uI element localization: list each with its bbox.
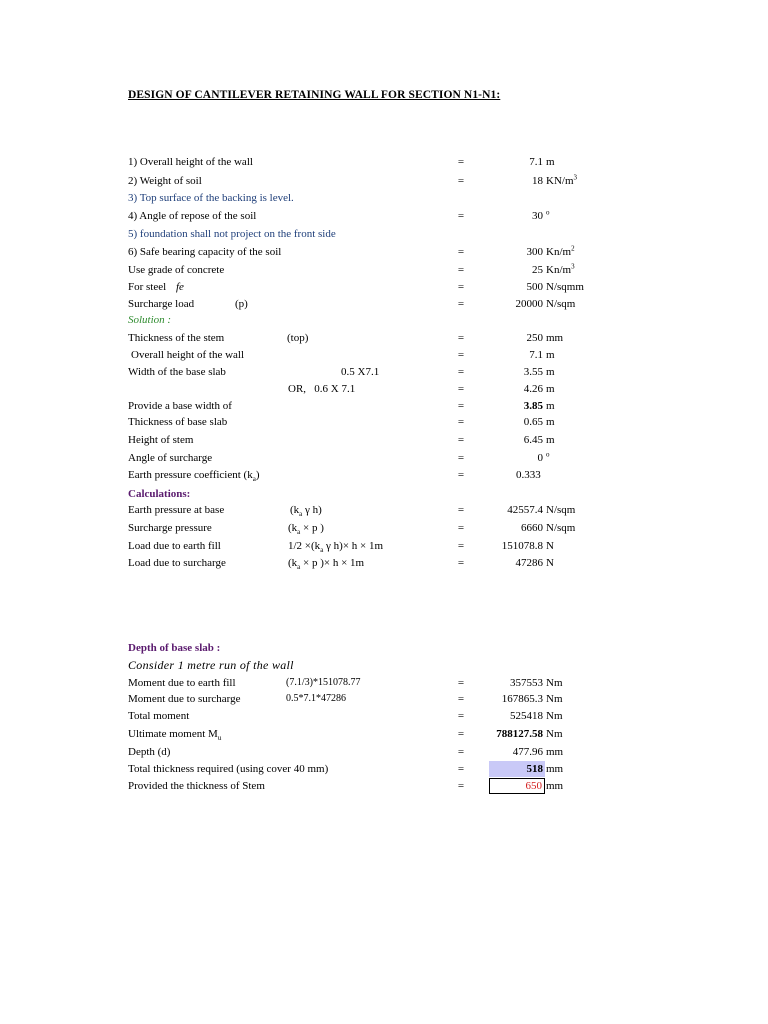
solution-row-stem-height bbox=[0, 432, 768, 448]
solution-row-base-width-a bbox=[0, 364, 768, 380]
input-row-soil-weight bbox=[0, 173, 768, 189]
row-label: 4) Angle of repose of the soil bbox=[128, 210, 257, 222]
equals-sign: = bbox=[457, 780, 465, 792]
solution-row-earth-pressure-coeff bbox=[0, 467, 768, 483]
equals-sign: = bbox=[457, 434, 465, 446]
section-heading: Calculations: bbox=[128, 488, 191, 500]
row-value: 525418 bbox=[510, 710, 543, 722]
row-label: Depth (d) bbox=[128, 746, 171, 758]
row-unit: m bbox=[546, 416, 555, 428]
row-label: 2) Weight of soil bbox=[128, 175, 202, 187]
row-label: Provide a base width of bbox=[128, 400, 232, 412]
row-label: Angle of surcharge bbox=[128, 452, 213, 464]
row-value: 4.26 bbox=[523, 383, 543, 395]
row-formula: ($k_a$ γ h) bbox=[290, 504, 322, 519]
row-unit: $Kn/m^3$ bbox=[546, 262, 575, 276]
equals-sign: = bbox=[457, 264, 465, 276]
row-value: 20000 bbox=[515, 298, 543, 310]
row-label: Earth pressure coefficient $(k_a)$ bbox=[128, 469, 260, 484]
row-formula: ($k_a \times p$ ) bbox=[288, 522, 324, 537]
equals-sign: = bbox=[457, 210, 465, 222]
equals-sign: = bbox=[457, 504, 465, 516]
section-heading: Solution : bbox=[128, 314, 172, 326]
row-unit: N bbox=[546, 540, 554, 552]
row-label: 1) Overall height of the wall bbox=[128, 156, 253, 168]
row-value: 6.45 bbox=[523, 434, 543, 446]
depth-row-moment-surcharge bbox=[0, 691, 768, 707]
row-label: Use grade of concrete bbox=[128, 264, 225, 276]
solution-row-overall-height bbox=[0, 347, 768, 363]
row-formula: (7.1/3)*151078.77 bbox=[286, 677, 361, 688]
depth-row-ultimate-moment bbox=[0, 726, 768, 742]
row-label: Total thickness required (using cover 40 mm) bbox=[128, 763, 329, 775]
row-label: Total moment bbox=[128, 710, 190, 722]
calc-row-surcharge-pressure bbox=[0, 520, 768, 536]
input-row-backing-note bbox=[0, 190, 768, 206]
row-value: 25 bbox=[532, 264, 543, 276]
row-label: Overall height of the wall bbox=[131, 349, 245, 361]
row-symbol: (p) bbox=[235, 298, 248, 310]
input-row-foundation-note bbox=[0, 226, 768, 242]
depth-subheading bbox=[0, 657, 768, 673]
row-unit: N/sqm bbox=[546, 298, 576, 310]
solution-row-base-slab-thickness bbox=[0, 414, 768, 430]
row-formula: $1/2 \times(k_a$ γ h)× h × 1m bbox=[288, 540, 384, 555]
depth-row-provided-stem-thickness bbox=[0, 778, 768, 794]
equals-sign: = bbox=[457, 156, 465, 168]
row-unit: m bbox=[546, 434, 555, 446]
row-formula: 0.5*7.1*47286 bbox=[286, 693, 346, 704]
row-value: 30 bbox=[532, 210, 543, 222]
row-value: 300 bbox=[526, 246, 543, 258]
highlighted-cell-value: 518 bbox=[489, 761, 545, 777]
solution-row-surcharge-angle bbox=[0, 450, 768, 466]
equals-sign: = bbox=[457, 677, 465, 689]
equals-sign: = bbox=[457, 281, 465, 293]
equals-sign: = bbox=[457, 246, 465, 258]
row-unit: o bbox=[546, 450, 550, 459]
row-value: 250 bbox=[526, 332, 543, 344]
row-symbol: fe bbox=[176, 281, 184, 293]
row-unit: $Kn/m^2$ bbox=[546, 244, 575, 258]
equals-sign: = bbox=[457, 728, 465, 740]
row-label: Height of stem bbox=[128, 434, 194, 446]
depth-row-depth-d bbox=[0, 744, 768, 760]
equals-sign: = bbox=[457, 383, 465, 395]
equals-sign: = bbox=[457, 400, 465, 412]
row-value: 7.1 bbox=[529, 156, 543, 168]
row-unit: m bbox=[546, 349, 555, 361]
row-label: For steel bbox=[128, 281, 167, 293]
equals-sign: = bbox=[457, 557, 465, 569]
row-formula: ($k_a \times p$ )× h × 1m bbox=[288, 557, 365, 572]
row-label: Thickness of base slab bbox=[128, 416, 228, 428]
solution-heading bbox=[0, 312, 768, 328]
row-value: 0.65 bbox=[523, 416, 543, 428]
row-label: Load due to surcharge bbox=[128, 557, 226, 569]
row-value: 151078.8 bbox=[501, 540, 543, 552]
input-row-bearing-capacity bbox=[0, 244, 768, 260]
row-value: 500 bbox=[526, 281, 543, 293]
depth-row-total-thickness bbox=[0, 761, 768, 777]
row-unit: m bbox=[546, 366, 555, 378]
depth-row-moment-earth-fill bbox=[0, 675, 768, 691]
row-value: 357553 bbox=[510, 677, 543, 689]
row-unit: mm bbox=[546, 763, 564, 775]
calc-row-load-surcharge bbox=[0, 555, 768, 571]
row-value: 477.96 bbox=[512, 746, 543, 758]
solution-row-base-width-b bbox=[0, 381, 768, 397]
equals-sign: = bbox=[457, 349, 465, 361]
equals-sign: = bbox=[457, 522, 465, 534]
input-row-concrete-grade bbox=[0, 262, 768, 278]
row-value: 6660 bbox=[521, 522, 543, 534]
equals-sign: = bbox=[457, 452, 465, 464]
row-unit: o bbox=[546, 208, 550, 217]
row-value: 0 bbox=[537, 452, 543, 464]
equals-sign: = bbox=[457, 298, 465, 310]
row-label: Width of the base slab bbox=[128, 366, 226, 378]
row-unit: $KN/m^3$ bbox=[546, 173, 577, 187]
row-unit: N bbox=[546, 557, 554, 569]
row-unit: m bbox=[546, 383, 555, 395]
boxed-cell-value: 650 bbox=[489, 778, 545, 794]
row-label: 5) foundation shall not project on the front side bbox=[128, 228, 336, 240]
row-unit: mm bbox=[546, 746, 564, 758]
row-label: Moment due to surcharge bbox=[128, 693, 241, 705]
row-unit: N/sqm bbox=[546, 522, 576, 534]
row-value: 788127.58 bbox=[496, 728, 543, 740]
row-value: 0.333 bbox=[516, 469, 541, 481]
row-label: Ultimate moment $M_u$ bbox=[128, 728, 222, 743]
row-unit: N/sqmm bbox=[546, 281, 584, 293]
row-value: 42557.4 bbox=[507, 504, 543, 516]
input-row-height bbox=[0, 154, 768, 170]
equals-sign: = bbox=[457, 175, 465, 187]
row-unit: mm bbox=[546, 780, 564, 792]
row-formula: 0.5 X7.1 bbox=[341, 366, 380, 378]
solution-row-stem-thickness bbox=[0, 330, 768, 346]
section-heading: Depth of base slab : bbox=[128, 642, 221, 654]
row-label: Earth pressure at base bbox=[128, 504, 225, 516]
row-unit: Nm bbox=[546, 677, 563, 689]
calculations-heading bbox=[0, 486, 768, 502]
calc-row-earth-pressure-base bbox=[0, 502, 768, 518]
row-value: 18 bbox=[532, 175, 543, 187]
depth-row-total-moment bbox=[0, 708, 768, 724]
row-unit: m bbox=[546, 156, 555, 168]
row-label: Surcharge pressure bbox=[128, 522, 212, 534]
input-row-surcharge-load bbox=[0, 296, 768, 312]
equals-sign: = bbox=[457, 693, 465, 705]
row-label: Load due to earth fill bbox=[128, 540, 221, 552]
row-label: Thickness of the stem bbox=[128, 332, 225, 344]
equals-sign: = bbox=[457, 746, 465, 758]
row-value: 3.85 bbox=[523, 400, 543, 412]
row-unit: Nm bbox=[546, 728, 563, 740]
equals-sign: = bbox=[457, 763, 465, 775]
row-label: Surcharge load bbox=[128, 298, 195, 310]
equals-sign: = bbox=[457, 469, 465, 481]
solution-row-provided-base-width bbox=[0, 398, 768, 414]
equals-sign: = bbox=[457, 416, 465, 428]
depth-heading bbox=[0, 640, 768, 656]
page-title: DESIGN OF CANTILEVER RETAINING WALL FOR SECTION N1-N1: bbox=[128, 89, 501, 101]
row-label: Moment due to earth fill bbox=[128, 677, 236, 689]
row-label: 3) Top surface of the backing is level. bbox=[128, 192, 294, 204]
equals-sign: = bbox=[457, 366, 465, 378]
section-subheading: Consider 1 metre run of the wall bbox=[128, 658, 294, 672]
row-value: 167865.3 bbox=[501, 693, 543, 705]
row-formula: OR, 0.6 X 7.1 bbox=[288, 383, 356, 395]
row-value: 3.55 bbox=[523, 366, 543, 378]
row-value: 7.1 bbox=[529, 349, 543, 361]
input-row-steel bbox=[0, 279, 768, 295]
row-unit: N/sqm bbox=[546, 504, 576, 516]
calc-row-load-earth-fill bbox=[0, 538, 768, 554]
row-label: Provided the thickness of Stem bbox=[128, 780, 265, 792]
row-unit: mm bbox=[546, 332, 564, 344]
row-unit: m bbox=[546, 400, 555, 412]
row-value: 47286 bbox=[515, 557, 543, 569]
row-label: 6) Safe bearing capacity of the soil bbox=[128, 246, 282, 258]
equals-sign: = bbox=[457, 710, 465, 722]
equals-sign: = bbox=[457, 332, 465, 344]
row-unit: Nm bbox=[546, 693, 563, 705]
row-formula: (top) bbox=[287, 332, 309, 344]
row-unit: Nm bbox=[546, 710, 563, 722]
input-row-angle-repose bbox=[0, 208, 768, 224]
equals-sign: = bbox=[457, 540, 465, 552]
